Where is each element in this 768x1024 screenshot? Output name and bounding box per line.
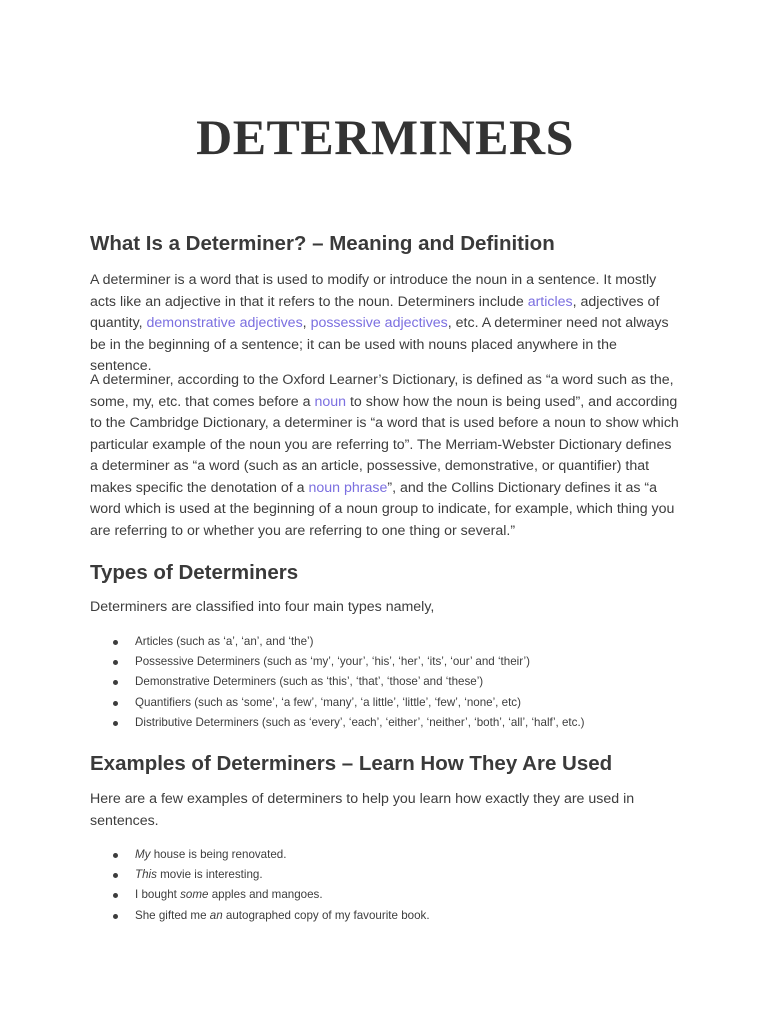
bullet-icon bbox=[113, 680, 118, 685]
example-determiner: My bbox=[135, 848, 151, 861]
link-noun-phrase[interactable]: noun phrase bbox=[308, 479, 388, 496]
definition-paragraph-2 bbox=[90, 370, 680, 542]
text-segment: , etc. A determiner need not always be in the beginning of a sentence; it can be used with nouns placed anywhere in the sentence. bbox=[90, 315, 669, 374]
bullet-icon bbox=[113, 893, 118, 898]
example-determiner: an bbox=[209, 908, 223, 922]
list-item bbox=[90, 672, 680, 692]
example-after: movie is interesting. bbox=[156, 868, 263, 882]
example-before: I bought bbox=[135, 888, 181, 902]
example-before: She gifted me bbox=[135, 908, 210, 922]
section-heading-types: Types of Determiners bbox=[90, 561, 299, 584]
list-item bbox=[90, 713, 680, 733]
text-segment: , adjectives of quantity, bbox=[90, 293, 660, 331]
types-intro: Determiners are classified into four main types namely, bbox=[90, 599, 435, 615]
document-title: DETERMINERS bbox=[196, 109, 574, 165]
bullet-icon bbox=[113, 914, 118, 919]
list-item-text: Articles (such as ‘a’, ‘an’, and ‘the’) bbox=[135, 635, 314, 648]
section-heading-definition: What Is a Determiner? – Meaning and Definition bbox=[90, 232, 555, 255]
list-item bbox=[90, 845, 680, 865]
bullet-icon bbox=[113, 640, 118, 645]
bullet-icon bbox=[113, 701, 118, 706]
example-determiner: some bbox=[180, 888, 209, 902]
list-item bbox=[90, 632, 680, 652]
list-item-text: Demonstrative Determiners (such as ‘this’, ‘that’, ‘those’ and ‘these’) bbox=[135, 675, 484, 689]
bullet-icon bbox=[113, 660, 118, 665]
example-after: autographed copy of my favourite book. bbox=[222, 908, 430, 922]
definition-paragraph-1 bbox=[90, 270, 680, 378]
types-list bbox=[90, 632, 680, 733]
text-segment: , bbox=[302, 315, 311, 331]
text-segment: to show how the noun is being used”, and according to the Cambridge Dictionary, a determiner is “a word that is used before a noun to show which particular example of the noun you are referring to”. The Merriam-Webster Dictionary defines a determiner as “a word (such as an article, possessive, demonstrative, or quantifier) that makes specific the denotation of a bbox=[90, 393, 679, 496]
bullet-icon bbox=[113, 853, 118, 858]
text-segment: A determiner, according to the Oxford Learner’s Dictionary, is defined as “a word such as the, some, my, etc. that comes before a bbox=[90, 372, 674, 410]
example-after: house is being renovated. bbox=[150, 848, 287, 861]
example-after: apples and mangoes. bbox=[208, 888, 323, 902]
bullet-icon bbox=[113, 721, 118, 726]
list-item bbox=[90, 652, 680, 672]
examples-intro: Here are a few examples of determiners to help you learn how exactly they are used in sentences. bbox=[90, 791, 635, 829]
list-item bbox=[90, 906, 680, 926]
link-articles[interactable]: articles bbox=[527, 293, 573, 310]
section-heading-examples: Examples of Determiners – Learn How They Are Used bbox=[90, 752, 613, 775]
bullet-icon bbox=[113, 873, 118, 878]
link-noun[interactable]: noun bbox=[314, 393, 347, 410]
link-possessive-adjectives[interactable]: possessive adjectives bbox=[310, 315, 448, 331]
list-item-text: Possessive Determiners (such as ‘my’, ‘your’, ‘his’, ‘her’, ‘its’, ‘our’ and ‘their’) bbox=[135, 655, 530, 669]
list-item-text: Quantifiers (such as ‘some’, ‘a few’, ‘many’, ‘a little’, ‘little’, ‘few’, ‘none’, etc) bbox=[135, 695, 521, 709]
text-segment: A determiner is a word that is used to modify or introduce the noun in a sentence. It mostly acts like an adjective in that it refers to the noun. Determiners include bbox=[90, 272, 657, 310]
link-demonstrative-adjectives[interactable]: demonstrative adjectives bbox=[146, 315, 303, 331]
list-item bbox=[90, 865, 680, 885]
list-item bbox=[90, 885, 680, 905]
list-item bbox=[90, 693, 680, 713]
list-item-text: Distributive Determiners (such as ‘every’, ‘each’, ‘either’, ‘neither’, ‘both’, ‘all’, ‘half’, etc.) bbox=[135, 715, 585, 729]
examples-list bbox=[90, 845, 680, 926]
example-determiner: This bbox=[135, 868, 157, 882]
text-segment: ”, and the Collins Dictionary defines it as “a word which is used at the beginning of a noun group to indicate, for example, which thing you are referring to or whether you are referring to one thing or several.” bbox=[90, 479, 675, 539]
